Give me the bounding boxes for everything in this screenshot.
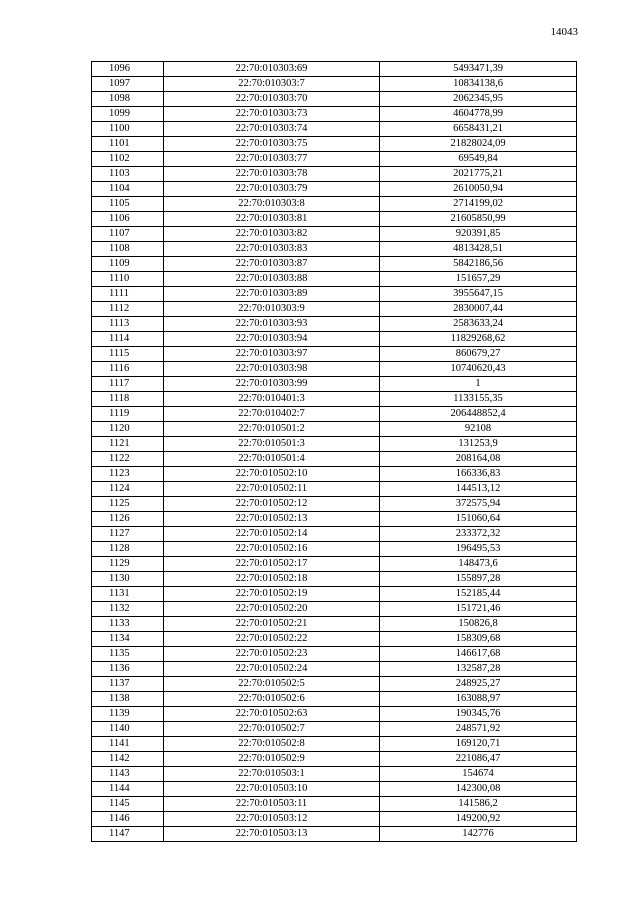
cadastral-number-cell: 22:70:010303:99 bbox=[164, 377, 380, 392]
value-cell: 158309,68 bbox=[380, 632, 577, 647]
table-row bbox=[92, 362, 577, 377]
row-number-cell: 1099 bbox=[92, 107, 164, 122]
table-row bbox=[92, 212, 577, 227]
table-row bbox=[92, 137, 577, 152]
table-row bbox=[92, 467, 577, 482]
value-cell: 154674 bbox=[380, 767, 577, 782]
table-row bbox=[92, 722, 577, 737]
value-cell: 6658431,21 bbox=[380, 122, 577, 137]
table-row bbox=[92, 512, 577, 527]
table-row bbox=[92, 347, 577, 362]
row-number-cell: 1135 bbox=[92, 647, 164, 662]
table-row bbox=[92, 752, 577, 767]
cadastral-number-cell: 22:70:010401:3 bbox=[164, 392, 380, 407]
cadastral-number-cell: 22:70:010303:73 bbox=[164, 107, 380, 122]
value-cell: 21605850,99 bbox=[380, 212, 577, 227]
table-row bbox=[92, 92, 577, 107]
table-row bbox=[92, 182, 577, 197]
cadastral-number-cell: 22:70:010503:12 bbox=[164, 812, 380, 827]
value-cell: 206448852,4 bbox=[380, 407, 577, 422]
row-number-cell: 1129 bbox=[92, 557, 164, 572]
table-row bbox=[92, 782, 577, 797]
value-cell: 155897,28 bbox=[380, 572, 577, 587]
value-cell: 248571,92 bbox=[380, 722, 577, 737]
value-cell: 2610050,94 bbox=[380, 182, 577, 197]
cadastral-number-cell: 22:70:010502:13 bbox=[164, 512, 380, 527]
cadastral-number-cell: 22:70:010501:4 bbox=[164, 452, 380, 467]
row-number-cell: 1131 bbox=[92, 587, 164, 602]
table-row bbox=[92, 77, 577, 92]
cadastral-number-cell: 22:70:010303:87 bbox=[164, 257, 380, 272]
row-number-cell: 1126 bbox=[92, 512, 164, 527]
value-cell: 11829268,62 bbox=[380, 332, 577, 347]
cadastral-number-cell: 22:70:010303:78 bbox=[164, 167, 380, 182]
cadastral-number-cell: 22:70:010502:24 bbox=[164, 662, 380, 677]
value-cell: 10740620,43 bbox=[380, 362, 577, 377]
table-row bbox=[92, 572, 577, 587]
row-number-cell: 1136 bbox=[92, 662, 164, 677]
row-number-cell: 1108 bbox=[92, 242, 164, 257]
row-number-cell: 1096 bbox=[92, 62, 164, 77]
cadastral-number-cell: 22:70:010503:1 bbox=[164, 767, 380, 782]
table-row bbox=[92, 797, 577, 812]
row-number-cell: 1132 bbox=[92, 602, 164, 617]
row-number-cell: 1104 bbox=[92, 182, 164, 197]
cadastral-number-cell: 22:70:010303:70 bbox=[164, 92, 380, 107]
value-cell: 5842186,56 bbox=[380, 257, 577, 272]
value-cell: 372575,94 bbox=[380, 497, 577, 512]
row-number-cell: 1134 bbox=[92, 632, 164, 647]
value-cell: 2021775,21 bbox=[380, 167, 577, 182]
table-row bbox=[92, 587, 577, 602]
cadastral-number-cell: 22:70:010503:10 bbox=[164, 782, 380, 797]
row-number-cell: 1140 bbox=[92, 722, 164, 737]
value-cell: 1133155,35 bbox=[380, 392, 577, 407]
cadastral-number-cell: 22:70:010502:22 bbox=[164, 632, 380, 647]
table-row bbox=[92, 662, 577, 677]
cadastral-number-cell: 22:70:010502:8 bbox=[164, 737, 380, 752]
value-cell: 5493471,39 bbox=[380, 62, 577, 77]
row-number-cell: 1111 bbox=[92, 287, 164, 302]
table-row bbox=[92, 332, 577, 347]
value-cell: 248925,27 bbox=[380, 677, 577, 692]
row-number-cell: 1147 bbox=[92, 827, 164, 842]
row-number-cell: 1107 bbox=[92, 227, 164, 242]
table-row bbox=[92, 737, 577, 752]
table-row bbox=[92, 692, 577, 707]
value-cell: 196495,53 bbox=[380, 542, 577, 557]
cadastral-number-cell: 22:70:010502:18 bbox=[164, 572, 380, 587]
row-number-cell: 1105 bbox=[92, 197, 164, 212]
table-body bbox=[92, 62, 577, 842]
cadastral-number-cell: 22:70:010303:9 bbox=[164, 302, 380, 317]
value-cell: 2062345,95 bbox=[380, 92, 577, 107]
table-row bbox=[92, 437, 577, 452]
row-number-cell: 1109 bbox=[92, 257, 164, 272]
cadastral-number-cell: 22:70:010303:93 bbox=[164, 317, 380, 332]
value-cell: 2714199,02 bbox=[380, 197, 577, 212]
table-row bbox=[92, 632, 577, 647]
row-number-cell: 1122 bbox=[92, 452, 164, 467]
row-number-cell: 1114 bbox=[92, 332, 164, 347]
value-cell: 151060,64 bbox=[380, 512, 577, 527]
row-number-cell: 1102 bbox=[92, 152, 164, 167]
row-number-cell: 1112 bbox=[92, 302, 164, 317]
page-number: 14043 bbox=[550, 26, 578, 38]
table-row bbox=[92, 827, 577, 842]
value-cell: 21828024,09 bbox=[380, 137, 577, 152]
value-cell: 163088,97 bbox=[380, 692, 577, 707]
cadastral-number-cell: 22:70:010502:20 bbox=[164, 602, 380, 617]
row-number-cell: 1125 bbox=[92, 497, 164, 512]
table-row bbox=[92, 152, 577, 167]
table-row bbox=[92, 707, 577, 722]
table-row bbox=[92, 122, 577, 137]
row-number-cell: 1145 bbox=[92, 797, 164, 812]
value-cell: 1 bbox=[380, 377, 577, 392]
value-cell: 92108 bbox=[380, 422, 577, 437]
table-row bbox=[92, 302, 577, 317]
value-cell: 148473,6 bbox=[380, 557, 577, 572]
row-number-cell: 1098 bbox=[92, 92, 164, 107]
cadastral-number-cell: 22:70:010303:79 bbox=[164, 182, 380, 197]
cadastral-number-cell: 22:70:010502:12 bbox=[164, 497, 380, 512]
table-row bbox=[92, 677, 577, 692]
row-number-cell: 1128 bbox=[92, 542, 164, 557]
cadastral-number-cell: 22:70:010502:19 bbox=[164, 587, 380, 602]
cadastral-number-cell: 22:70:010303:88 bbox=[164, 272, 380, 287]
value-cell: 150826,8 bbox=[380, 617, 577, 632]
value-cell: 69549,84 bbox=[380, 152, 577, 167]
value-cell: 151657,29 bbox=[380, 272, 577, 287]
value-cell: 142300,08 bbox=[380, 782, 577, 797]
table-row bbox=[92, 107, 577, 122]
table-row bbox=[92, 287, 577, 302]
row-number-cell: 1116 bbox=[92, 362, 164, 377]
row-number-cell: 1118 bbox=[92, 392, 164, 407]
cadastral-number-cell: 22:70:010303:83 bbox=[164, 242, 380, 257]
table-row bbox=[92, 62, 577, 77]
value-cell: 169120,71 bbox=[380, 737, 577, 752]
row-number-cell: 1130 bbox=[92, 572, 164, 587]
value-cell: 2830007,44 bbox=[380, 302, 577, 317]
row-number-cell: 1097 bbox=[92, 77, 164, 92]
row-number-cell: 1124 bbox=[92, 482, 164, 497]
cadastral-number-cell: 22:70:010303:94 bbox=[164, 332, 380, 347]
row-number-cell: 1113 bbox=[92, 317, 164, 332]
row-number-cell: 1101 bbox=[92, 137, 164, 152]
value-cell: 152185,44 bbox=[380, 587, 577, 602]
table-row bbox=[92, 422, 577, 437]
table-row bbox=[92, 272, 577, 287]
cadastral-number-cell: 22:70:010501:2 bbox=[164, 422, 380, 437]
cadastral-number-cell: 22:70:010502:16 bbox=[164, 542, 380, 557]
row-number-cell: 1121 bbox=[92, 437, 164, 452]
row-number-cell: 1142 bbox=[92, 752, 164, 767]
value-cell: 233372,32 bbox=[380, 527, 577, 542]
row-number-cell: 1141 bbox=[92, 737, 164, 752]
value-cell: 166336,83 bbox=[380, 467, 577, 482]
table-row bbox=[92, 602, 577, 617]
value-cell: 10834138,6 bbox=[380, 77, 577, 92]
cadastral-number-cell: 22:70:010502:5 bbox=[164, 677, 380, 692]
value-cell: 141586,2 bbox=[380, 797, 577, 812]
row-number-cell: 1103 bbox=[92, 167, 164, 182]
cadastral-number-cell: 22:70:010303:69 bbox=[164, 62, 380, 77]
table-row bbox=[92, 617, 577, 632]
cadastral-number-cell: 22:70:010502:21 bbox=[164, 617, 380, 632]
cadastral-number-cell: 22:70:010303:74 bbox=[164, 122, 380, 137]
row-number-cell: 1127 bbox=[92, 527, 164, 542]
table-row bbox=[92, 767, 577, 782]
value-cell: 146617,68 bbox=[380, 647, 577, 662]
table-row bbox=[92, 647, 577, 662]
table-row bbox=[92, 542, 577, 557]
cadastral-number-cell: 22:70:010303:75 bbox=[164, 137, 380, 152]
row-number-cell: 1143 bbox=[92, 767, 164, 782]
value-cell: 4604778,99 bbox=[380, 107, 577, 122]
value-cell: 221086,47 bbox=[380, 752, 577, 767]
cadastral-number-cell: 22:70:010402:7 bbox=[164, 407, 380, 422]
cadastral-number-cell: 22:70:010502:6 bbox=[164, 692, 380, 707]
cadastral-number-cell: 22:70:010303:97 bbox=[164, 347, 380, 362]
table-row bbox=[92, 167, 577, 182]
table-row bbox=[92, 407, 577, 422]
value-cell: 131253,9 bbox=[380, 437, 577, 452]
row-number-cell: 1139 bbox=[92, 707, 164, 722]
row-number-cell: 1100 bbox=[92, 122, 164, 137]
cadastral-number-cell: 22:70:010502:17 bbox=[164, 557, 380, 572]
cadastral-number-cell: 22:70:010503:11 bbox=[164, 797, 380, 812]
value-cell: 144513,12 bbox=[380, 482, 577, 497]
table-row bbox=[92, 557, 577, 572]
table-row bbox=[92, 392, 577, 407]
registry-table bbox=[91, 61, 577, 842]
row-number-cell: 1123 bbox=[92, 467, 164, 482]
value-cell: 132587,28 bbox=[380, 662, 577, 677]
row-number-cell: 1137 bbox=[92, 677, 164, 692]
row-number-cell: 1120 bbox=[92, 422, 164, 437]
cadastral-number-cell: 22:70:010502:23 bbox=[164, 647, 380, 662]
table-row bbox=[92, 257, 577, 272]
table-row bbox=[92, 317, 577, 332]
row-number-cell: 1106 bbox=[92, 212, 164, 227]
cadastral-number-cell: 22:70:010303:98 bbox=[164, 362, 380, 377]
cadastral-number-cell: 22:70:010502:9 bbox=[164, 752, 380, 767]
row-number-cell: 1115 bbox=[92, 347, 164, 362]
value-cell: 860679,27 bbox=[380, 347, 577, 362]
row-number-cell: 1119 bbox=[92, 407, 164, 422]
cadastral-number-cell: 22:70:010303:8 bbox=[164, 197, 380, 212]
value-cell: 920391,85 bbox=[380, 227, 577, 242]
row-number-cell: 1138 bbox=[92, 692, 164, 707]
cadastral-number-cell: 22:70:010503:13 bbox=[164, 827, 380, 842]
row-number-cell: 1117 bbox=[92, 377, 164, 392]
value-cell: 208164,08 bbox=[380, 452, 577, 467]
row-number-cell: 1110 bbox=[92, 272, 164, 287]
value-cell: 151721,46 bbox=[380, 602, 577, 617]
table-row bbox=[92, 482, 577, 497]
table-row bbox=[92, 497, 577, 512]
cadastral-number-cell: 22:70:010303:82 bbox=[164, 227, 380, 242]
table-row bbox=[92, 812, 577, 827]
value-cell: 190345,76 bbox=[380, 707, 577, 722]
table-row bbox=[92, 527, 577, 542]
cadastral-number-cell: 22:70:010502:7 bbox=[164, 722, 380, 737]
cadastral-number-cell: 22:70:010501:3 bbox=[164, 437, 380, 452]
value-cell: 142776 bbox=[380, 827, 577, 842]
table-row bbox=[92, 242, 577, 257]
table-row bbox=[92, 377, 577, 392]
cadastral-number-cell: 22:70:010303:81 bbox=[164, 212, 380, 227]
cadastral-number-cell: 22:70:010303:7 bbox=[164, 77, 380, 92]
cadastral-number-cell: 22:70:010502:10 bbox=[164, 467, 380, 482]
table-row bbox=[92, 197, 577, 212]
cadastral-number-cell: 22:70:010502:63 bbox=[164, 707, 380, 722]
table-row bbox=[92, 452, 577, 467]
cadastral-number-cell: 22:70:010303:77 bbox=[164, 152, 380, 167]
value-cell: 4813428,51 bbox=[380, 242, 577, 257]
table-row bbox=[92, 227, 577, 242]
value-cell: 2583633,24 bbox=[380, 317, 577, 332]
value-cell: 149200,92 bbox=[380, 812, 577, 827]
value-cell: 3955647,15 bbox=[380, 287, 577, 302]
cadastral-number-cell: 22:70:010502:14 bbox=[164, 527, 380, 542]
row-number-cell: 1133 bbox=[92, 617, 164, 632]
cadastral-number-cell: 22:70:010303:89 bbox=[164, 287, 380, 302]
row-number-cell: 1144 bbox=[92, 782, 164, 797]
cadastral-number-cell: 22:70:010502:11 bbox=[164, 482, 380, 497]
row-number-cell: 1146 bbox=[92, 812, 164, 827]
